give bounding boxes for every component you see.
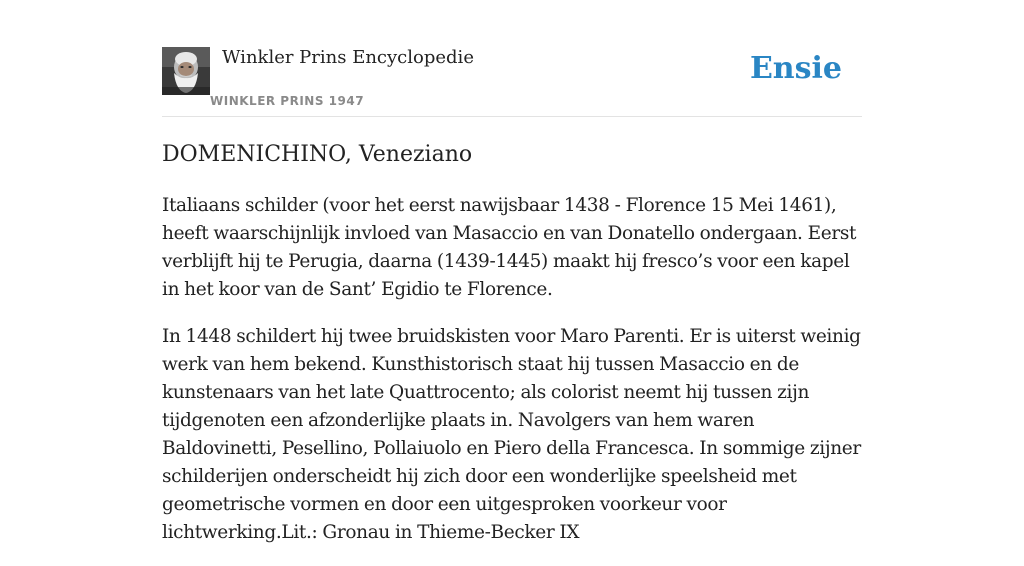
bearded-man-portrait-icon <box>162 47 210 95</box>
article-body <box>162 192 862 566</box>
page-title: DOMENICHINO, Veneziano <box>162 142 473 167</box>
source-header <box>162 0 862 117</box>
brand-logo[interactable]: Ensie <box>749 51 842 86</box>
source-title[interactable]: Winkler Prins Encyclopedie <box>222 47 474 68</box>
source-edition: WINKLER PRINS 1947 <box>210 94 365 108</box>
source-avatar[interactable] <box>162 47 210 95</box>
article-paragraph: Italiaans schilder (voor het eerst nawijsbaar 1438 - Florence 15 Mei 1461), heeft waarschijnlijk invloed van Masaccio en van Donatello ondergaan. Eerst verblijft hij te Perugia, daarna (1439-1445) maakt hij fresco’s voor een kapel in het koor van de Sant’ Egidio te Florence. <box>162 195 857 300</box>
article-paragraph: In 1448 schildert hij twee bruidskisten voor Maro Parenti. Er is uiterst weinig werk van hem bekend. Kunsthistorisch staat hij tussen Masaccio en de kunstenaars van het late Quattrocento; als colorist neemt hij tussen zijn tijdgenoten een afzonderlijke plaats in. Navolgers van hem waren Baldovinetti, Pesellino, Pollaiuolo en Piero della Francesca. In sommige zijner schilderijen onderscheidt hij zich door een wonderlijke speelsheid met geometrische vormen en door een uitgesproken voorkeur voor lichtwerking.Lit.: Gronau in Thieme-Becker IX <box>162 326 861 543</box>
